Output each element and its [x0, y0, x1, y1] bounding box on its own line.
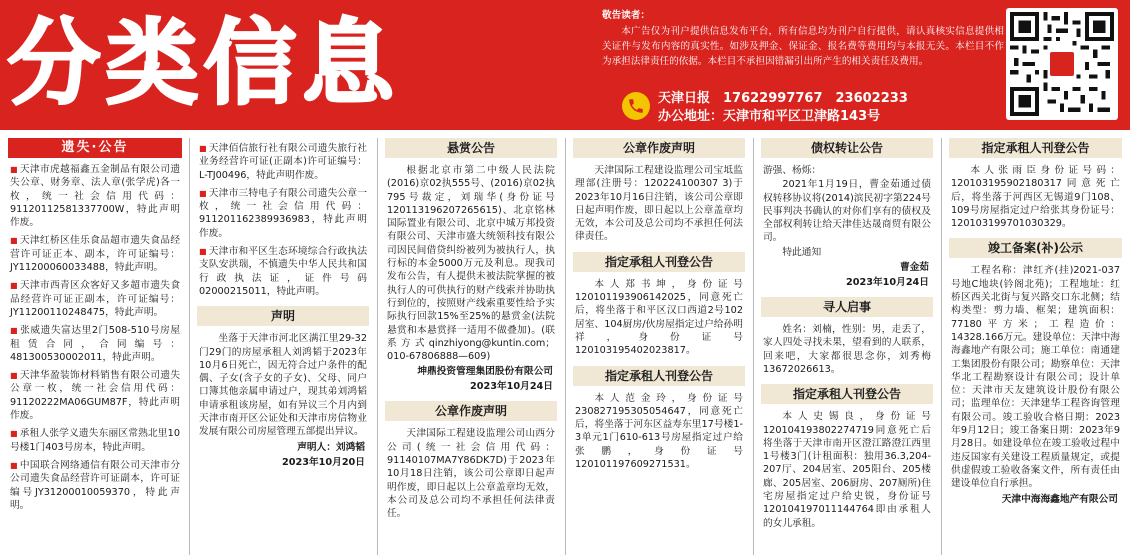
completion-notice-heading: 竣工备案(补)公示	[949, 238, 1122, 258]
column-lost-notices	[4, 138, 186, 555]
tenant-notice-heading: 指定承租人刊登公告	[573, 252, 745, 272]
column-bounty	[381, 138, 561, 555]
tenant-notice-body: 本人史锡良，身份证号120104193802274719同意死亡后将坐落于天津市南开区澄江路澄江西里1号楼3门(计租面积：独用36.3,204-207厅、204居室、205阳台、205楼廊、205居室、206厨房、207厕所)住宅房屋指定过户给史锐，身份证号120104197011144764即由承租人的女儿承租。	[763, 411, 931, 529]
header-banner	[0, 0, 1130, 130]
void-notice-heading: 公章作废声明	[573, 138, 745, 158]
tenant-notice-heading: 指定承租人刊登公告	[949, 138, 1122, 158]
debt-transfer-closing: 特此通知	[782, 246, 822, 258]
list-item: ■ 承租人张学义遗失东丽区常熟北里10号楼1门403号房本，特此声明。	[10, 427, 180, 454]
list-item: ■ 天津市三特电子有限公司遗失公章一枚，统一社会信用代码：911201162389936983，特此声明作废。	[199, 187, 367, 240]
phone-icon	[622, 92, 650, 120]
contact-phones: 天津日报 17622997767 23602233	[658, 91, 908, 106]
list-item: ■ 天津市和平区生态环境综合行政执法支队安洪瑞，不慎遗失中华人民共和国行政执法证，证件号码02000215011，特此声明。	[199, 245, 367, 298]
list-item: ■ 天津市虎越福鑫五金制品有限公司遗失公章、财务章、法人章(张学虎)各一枚，统一社会信用代码：91120112581337700W，特此声明作废。	[10, 163, 180, 229]
debt-transfer-date: 2023年10月24日	[846, 277, 929, 289]
statement-heading: 声明	[197, 306, 369, 326]
tenant-notice-body: 本人范金玲，身份证号230827195305054647，同意死亡后，将坐落于河东区益寿东里17号楼1-3单元1门610-613号房屋指定过户给张鹏，身份证号120101197609271531。	[575, 392, 743, 471]
list-item: ■ 天津红桥区佳乐食品超市遗失食品经营许可证正本、副本，许可证编号：JY11200060033488，特此声明。	[10, 234, 180, 274]
newspaper-logo-badge	[1048, 50, 1076, 78]
statement-date: 2023年10月20日	[282, 456, 365, 468]
void-notice-body: 天津国际工程建设监理公司宝坻监理部(注册号：120224100307 3)于2023年10月16日注销，该公司公章即日起声明作废，即日起以上公章盖章均无效，本公司及总公司均不承担任何法律责任。	[575, 165, 743, 243]
qr-code-icon	[1006, 8, 1118, 120]
notice-body: 本广告仅为刊户提供信息发布平台，所有信息均为刊户自行提供，请认真核实信息提供相关证件与发布内容的真实性。如涉及押金、保证金、报名费等费用均与本报无关。本栏目不作为承担法律责任的依据。本栏目不承担因错漏引出所产生的相关责任及费用。	[602, 26, 1004, 67]
office-address: 办公地址：天津市和平区卫津路143号	[658, 109, 881, 124]
completion-notice-body: 工程名称：津红齐(挂)2021-037号地C地块(钤阁北苑)；工程地址：红桥区西关北街与复兴路交口东北侧；结构类型：剪力墙、框架；建筑面积：77180平方米；工程造价：14328.166万元。建设单位：天津中海海鑫地产有限公司；施工单位：南通建工集团股份有限公司；勘察单位：天津华北工程勘察设计有限公司；设计单位：天津市天友建筑设计股份有限公司；监理单位：天津建华工程咨询管理有限公司。竣工验收合格日期：2023年9月12日；竣工备案日期：2023年9月28日。如建设单位在竣工验收过程中违反国家有关建设工程质量规定，或提供虚假竣工验收备案文件，所有责任由建设单位自行承担。	[951, 265, 1120, 490]
contact-info	[622, 88, 1002, 126]
tenant-notice-heading: 指定承租人刊登公告	[761, 384, 933, 404]
column-divider	[189, 138, 190, 555]
missing-person-heading: 寻人启事	[761, 297, 933, 317]
column-void-and-tenants	[569, 138, 749, 555]
column-divider	[941, 138, 942, 555]
void-notice-body: 天津国际工程建设监理公司山西分公司(统一社会信用代码：91140107MA7Y86DK7D)于2023年10月18日注销，该公司公章即日起声明作废，即日起以上公章盖章均无效，本公司及总公司均不承担任何法律责任。	[387, 428, 555, 520]
debt-transfer-signer: 曹金茹	[899, 262, 929, 274]
debt-transfer-body: 2021年1月19日，曹金茹通过债权转移协议将(2014)滨民初字第224号民事判决书确认的对你们享有的债权及全部权利转让给天津佳达晟商贸有限公司。	[763, 179, 931, 244]
column-tenant-completion	[945, 138, 1126, 555]
list-item: ■ 天津华盈装饰材料销售有限公司遗失公章一枚，统一社会信用代码：91120222MA06GUM87F，特此声明作废。	[10, 369, 180, 422]
list-item: ■ 天津市西青区众客好又多超市遗失食品经营许可证正副本，许可证编号：JY11200110248475，特此声明。	[10, 279, 180, 319]
reader-notice	[602, 8, 1004, 69]
tenant-notice-body: 本人郑书坤，身份证号120101193906142025，同意死亡后，将坐落于和平区汉口西道2号102居室、104厨房/伙房屋指定过户给孙明祥，身份证号120103195402023817。	[575, 278, 743, 357]
missing-person-body: 姓名：刘楠，性别：男，走丢了，家人四处寻找未果，望看到的人联系，回来吧，大家都很思念你，刘秀梅13672026613。	[763, 324, 931, 375]
completion-notice-signer: 天津中海海鑫地产有限公司	[1001, 493, 1118, 505]
tenant-notice-heading: 指定承租人刊登公告	[573, 366, 745, 386]
lost-notice-heading: 遗失·公告	[8, 138, 182, 158]
bounty-signer: 坤鼎投资管理集团股份有限公司	[417, 366, 553, 378]
statement-body: 坐落于天津市河北区满江里29-32门29门的房屋承租人刘鸿韬于2023年10月6日死亡，因无符合过户条件的配偶、子女(含子女的子女)、父母、同户口簿其他亲属申请过户，现其弟刘鸿韬申请承租该房屋，如有异议三个月内到天津市南开区公证处和天津市房信物业发展有限公司房屋管理五部提出异议。	[199, 333, 367, 438]
column-lost-notices-continued	[193, 138, 373, 555]
tenant-notice-body: 本人张雨臣身份证号码：120103195902180317同意死亡后，将坐落于河西区无锡道9门108、109号房屋指定过户给张其身份证号：120103199701030329。	[951, 165, 1120, 230]
void-notice-heading: 公章作废声明	[385, 401, 557, 421]
notice-heading: 敬告读者：	[602, 10, 650, 21]
list-item: ■ 中国联合网络通信有限公司天津市分公司遗失食品经营许可证副本，许可证编号JY31200010059370，特此声明。	[10, 459, 180, 512]
bounty-body: 根据北京市第二中级人民法院(2016)京02执555号、(2016)京02执795号裁定，刘瑞华(身份证号120113196207265615)、北京铭林国际置业有限公司、北京中城万邦投资有限公司、天津市盛大统领科技有限公司因民间借贷纠纷被列为被执行人，执行标的本金5000万元及利息。现我司发布公告，有人提供未被法院掌握的被执行人的可供执行的财产线索并协助执行到位的，按照财产线索重要性给予实际执行回款15%至25%的悬赏金(法院悬赏和本悬赏择一适用不做叠加)。(联系方式qinzhiyong@kuntin.com；010-67806888—609)	[387, 165, 555, 363]
statement-signer: 声明人：刘鸿韬	[297, 441, 365, 453]
column-divider	[753, 138, 754, 555]
column-divider	[377, 138, 378, 555]
section-title: 分类信息	[8, 10, 401, 117]
bounty-heading: 悬赏公告	[385, 138, 557, 158]
column-transfer-missing	[757, 138, 937, 555]
list-item: ■ 天津佰信旅行社有限公司遗失旅行社业务经营许可证(正副本)许可证编号：L-TJ00496，特此声明作废。	[199, 142, 367, 182]
column-divider	[565, 138, 566, 555]
debt-transfer-recipient: 游强、杨烁：	[763, 165, 822, 176]
bounty-date: 2023年10月24日	[470, 381, 553, 393]
list-item: ■ 张威遗失富达里2门508-510号房屋租赁合同，合同编号：481300530002011，特此声明。	[10, 324, 180, 364]
debt-transfer-heading: 债权转让公告	[761, 138, 933, 158]
